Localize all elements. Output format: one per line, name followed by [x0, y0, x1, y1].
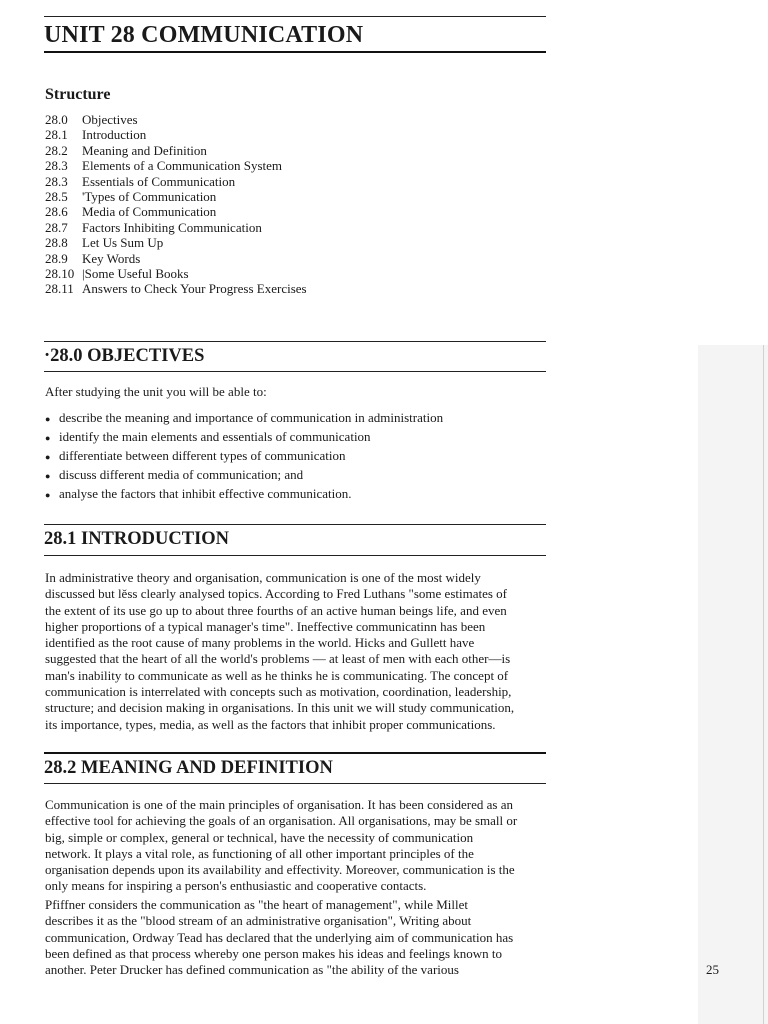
toc-number: 28.7 — [45, 219, 68, 235]
objective-text: discuss different media of communication; and — [59, 467, 304, 482]
text-line: identified as the root cause of many problems in the world. Hicks and Gullett have — [45, 635, 475, 651]
toc-number: 28.2 — [45, 142, 68, 158]
introduction-paragraph — [45, 570, 545, 733]
toc-label: |Some Useful Books — [82, 266, 189, 282]
text-line: big, simple or complex, general or technical, have the necessity of communication — [45, 829, 474, 845]
objective-text: identify the main elements and essentials of communication — [59, 429, 371, 444]
bullet-icon: ● — [45, 433, 51, 443]
structure-list — [45, 112, 307, 297]
text-line: higher proportions of a typical manager's time". Ineffective communicatinn has been — [45, 618, 486, 634]
toc-label: Key Words — [82, 250, 141, 266]
objective-item — [45, 447, 443, 466]
text-line: structure; and decision making in organisations. In this unit we will study communication, — [45, 700, 515, 716]
toc-label: Objectives — [82, 112, 138, 127]
toc-item — [45, 235, 307, 250]
meaning-heading: 28.2 MEANING AND DEFINITION — [44, 758, 333, 778]
toc-number: 28.0 — [45, 112, 68, 127]
objectives-intro: After studying the unit you will be able to: — [45, 384, 267, 399]
objective-text: analyse the factors that inhibit effective communication. — [59, 486, 352, 501]
toc-item — [45, 204, 307, 219]
toc-label: Essentials of Communication — [82, 173, 236, 189]
bullet-icon: ● — [45, 490, 51, 500]
text-line: organisation depends upon its availability and effectivity. Moreover, communication is the — [45, 862, 515, 878]
bullet-icon: ● — [45, 414, 51, 424]
top-rule — [44, 16, 546, 17]
scan-edge — [763, 345, 764, 1024]
objective-item — [45, 466, 443, 485]
text-line: the extent of its use go up to about three fourths of an active human beings life, and even — [45, 602, 507, 618]
text-line: In administrative theory and organisation, communication is one of the most widely — [45, 570, 481, 585]
toc-item — [45, 281, 307, 296]
text-line: communication, Ordway Tead has declared that the underlying aim of communication has — [45, 929, 514, 945]
toc-item — [45, 127, 307, 142]
page-number: 25 — [706, 962, 719, 977]
text-line: Pfiffner considers the communication as "the heart of management", while Millet — [45, 897, 469, 912]
toc-label: Meaning and Definition — [82, 142, 207, 158]
toc-label: Let Us Sum Up — [82, 235, 164, 251]
introduction-bottom-rule — [44, 555, 546, 556]
objectives-bottom-rule — [44, 371, 546, 372]
toc-number: 28.9 — [45, 250, 68, 266]
objectives-list — [45, 409, 443, 504]
toc-label: 'Types of Communication — [82, 189, 217, 205]
text-line: network. It plays a vital role, as functioning of all other important principles of the — [45, 845, 474, 861]
objective-item — [45, 428, 443, 447]
text-line: discussed but lěss clearly analysed topics. According to Fred Luthans "some estimates of — [45, 586, 508, 602]
toc-item — [45, 266, 307, 281]
objectives-heading: ·28.0 OBJECTIVES — [44, 346, 205, 366]
toc-label: Media of Communication — [82, 204, 217, 220]
scan-shadow — [698, 345, 768, 1024]
toc-label: Introduction — [82, 127, 147, 143]
unit-title: UNIT 28 COMMUNICATION — [44, 22, 364, 48]
toc-number: 28.3 — [45, 173, 68, 189]
objective-text: describe the meaning and importance of communication in administration — [59, 410, 444, 425]
toc-item — [45, 189, 307, 204]
objectives-top-rule — [44, 341, 546, 342]
introduction-top-rule — [44, 524, 546, 525]
meaning-paragraph-1 — [45, 797, 545, 895]
objective-text: differentiate between different types of communication — [59, 448, 346, 463]
toc-number: 28.10 — [45, 266, 75, 282]
introduction-heading: 28.1 INTRODUCTION — [44, 529, 230, 549]
toc-item — [45, 143, 307, 158]
toc-item — [45, 112, 307, 127]
text-line: effective tool for achieving the goals of an organisation. All organisations, may be small or — [45, 813, 518, 829]
meaning-paragraph-2 — [45, 897, 545, 978]
toc-item — [45, 251, 307, 266]
toc-number: 28.8 — [45, 235, 68, 251]
toc-label: Elements of a Communication System — [82, 158, 283, 174]
toc-item — [45, 174, 307, 189]
text-line: another. Peter Drucker has defined communication as "the ability of the various — [45, 962, 459, 978]
bullet-icon: ● — [45, 471, 51, 481]
toc-label: Factors Inhibiting Communication — [82, 219, 262, 235]
objective-item — [45, 409, 443, 428]
bullet-icon: ● — [45, 452, 51, 462]
toc-label: Answers to Check Your Progress Exercises — [82, 281, 307, 297]
toc-number: 28.11 — [45, 281, 74, 297]
text-line: communication is interrelated with concepts such as motivation, coordination, leadership, — [45, 684, 512, 700]
text-line: been defined as that process whereby one person makes his ideas and feelings known to — [45, 945, 503, 961]
text-line: its importance, types, media, as well as the factors that inhibit proper communications. — [45, 716, 496, 732]
text-line: man's inability to communicate as well as he thinks he is communicating. The concept of — [45, 667, 509, 683]
meaning-top-rule — [44, 752, 546, 754]
toc-number: 28.3 — [45, 158, 68, 174]
title-rule — [44, 51, 546, 53]
toc-item — [45, 158, 307, 173]
meaning-bottom-rule — [44, 783, 546, 784]
toc-number: 28.6 — [45, 204, 68, 220]
structure-heading: Structure — [45, 86, 111, 103]
toc-item — [45, 220, 307, 235]
text-line: Communication is one of the main principles of organisation. It has been considered as an — [45, 797, 514, 812]
toc-number: 28.1 — [45, 127, 68, 143]
text-line: only means for inspiring a person's enthusiastic and cooperative contacts. — [45, 878, 427, 894]
objective-item — [45, 485, 443, 504]
text-line: describes it as the "blood stream of an administrative organisation", Writing about — [45, 913, 472, 929]
text-line: suggested that the heart of all the world's problems — at least of men with each other—is — [45, 651, 511, 667]
toc-number: 28.5 — [45, 189, 68, 205]
